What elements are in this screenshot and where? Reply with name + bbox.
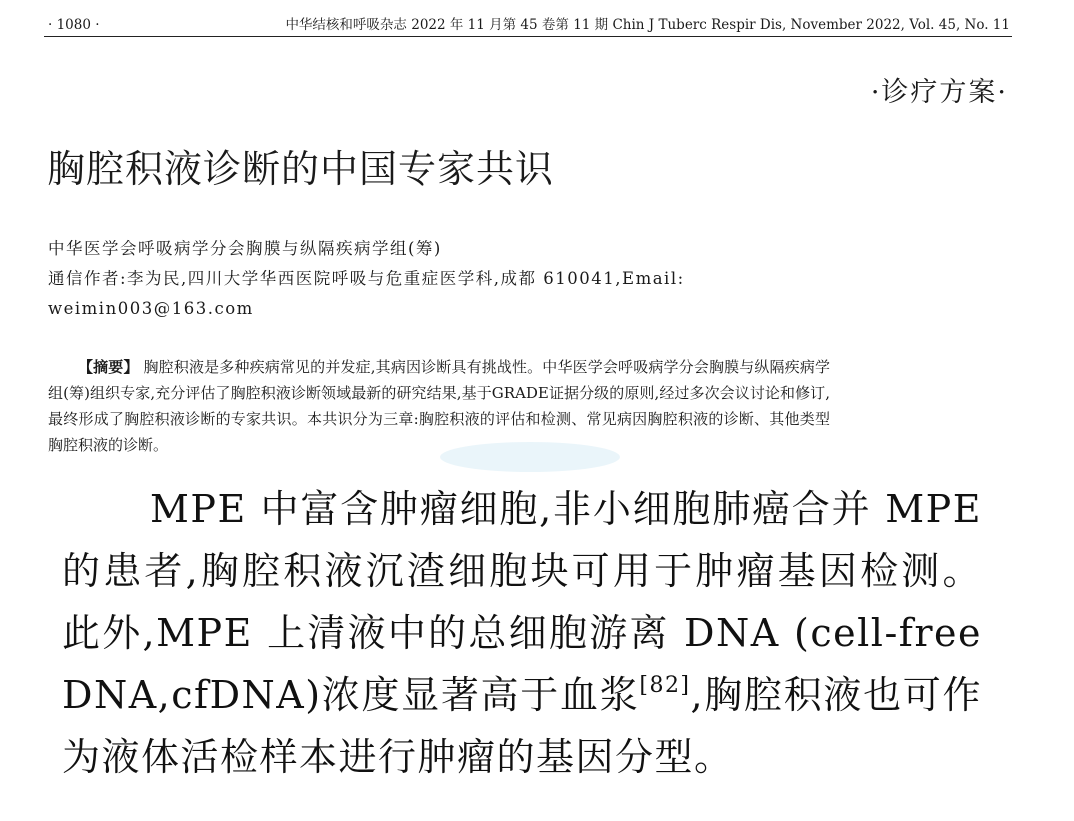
- journal-info: 中华结核和呼吸杂志 2022 年 11 月第 45 卷第 11 期 Chin J Tuberc Respir Dis, November 2022, Vol. 45, No. 11: [285, 17, 1010, 33]
- watermark-shape: [440, 442, 620, 472]
- correspondence-line: 通信作者:李为民,四川大学华西医院呼吸与危重症医学科,成都 610041,Email:: [48, 269, 685, 288]
- author-group: 中华医学会呼吸病学分会胸膜与纵隔疾病学组(筹): [48, 239, 442, 258]
- author-block: [48, 234, 838, 324]
- correspondence-email: weimin003@163.com: [48, 299, 254, 318]
- abstract-text: 胸腔积液是多种疾病常见的并发症,其病因诊断具有挑战性。中华医学会呼吸病学分会胸膜与纵隔疾病学组(筹)组织专家,充分评估了胸腔积液诊断领域最新的研究结果,基于GRADE证据分级的原则,经过多次会议讨论和修订,最终形成了胸腔积液诊断的专家共识。本共识分为三章:胸腔积液的评估和检测、常见病因胸腔积液的诊断、其他类型胸腔积液的诊断。: [48, 358, 830, 454]
- page-number: · 1080 ·: [48, 17, 100, 33]
- abstract-label: 【摘要】: [78, 358, 139, 376]
- article-title: 胸腔积液诊断的中国专家共识: [47, 147, 555, 191]
- citation-reference: [82]: [639, 673, 691, 698]
- abstract: [48, 354, 830, 458]
- section-label: ·诊疗方案·: [870, 77, 1008, 108]
- excerpt-text: MPE 中富含肿瘤细胞,非小细胞肺癌合并 MPE 的患者,胸腔积液沉渣细胞块可用于肿瘤基因检测。此外,MPE 上清液中的总细胞游离 DNA (cell-free DNA,cfDNA)浓度显著高于血浆: [62, 487, 982, 717]
- excerpt-text-end: ,胸腔积液也可作为液体活检样本进行肿瘤的基因分型。: [62, 673, 982, 779]
- zoomed-excerpt: [62, 478, 982, 788]
- running-header: [44, 14, 1012, 37]
